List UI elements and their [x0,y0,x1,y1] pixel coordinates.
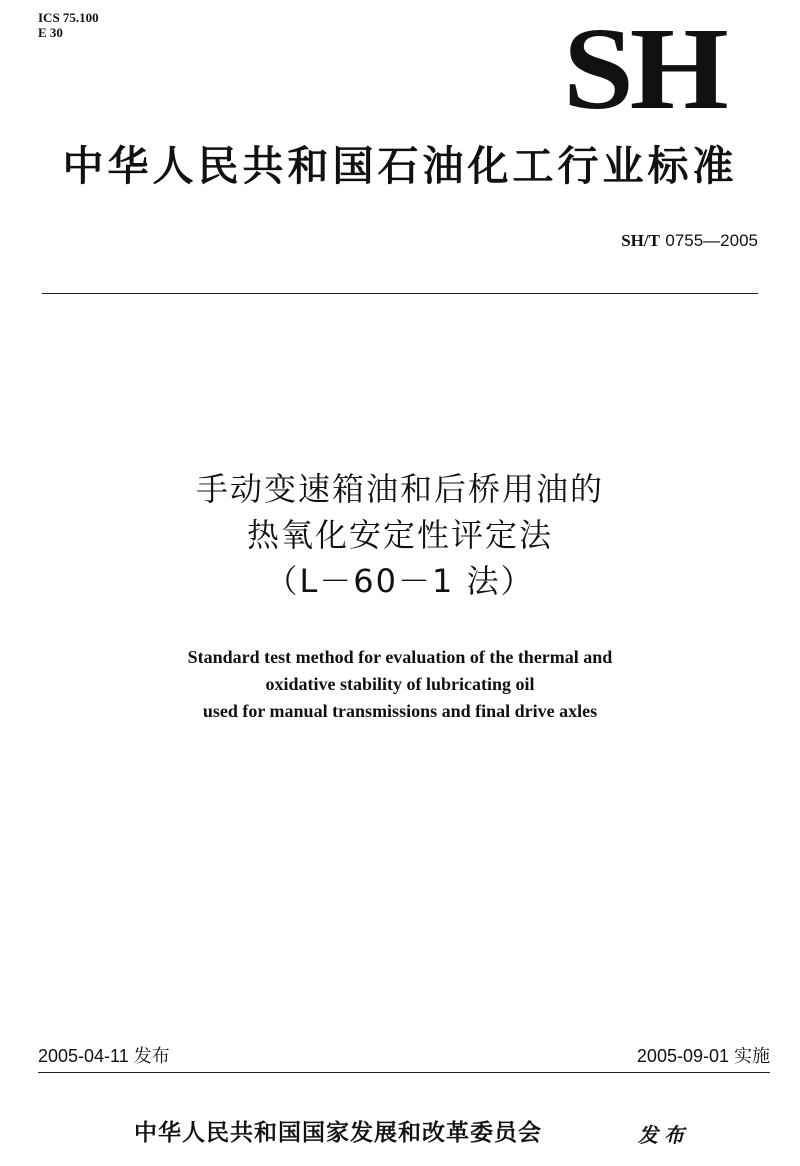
english-title [0,644,800,725]
standard-number-value: 0755—2005 [665,231,758,250]
english-title-line: Standard test method for evaluation of the thermal and [187,647,613,667]
ccs-code: E 30 [38,25,63,40]
classification-codes [38,10,99,40]
chinese-title [0,466,800,604]
implementation-date: 2005-09-01 实施 [636,1046,770,1066]
english-title-line: oxidative stability of lubricating oil [265,674,535,694]
footer-divider [38,1072,770,1073]
standard-number-prefix: SH/T [621,231,660,250]
issue-date: 2005-04-11 发布 [38,1046,170,1066]
issuer-action: 发布 [638,1123,690,1147]
chinese-title-line: 手动变速箱油和后桥用油的 [195,470,604,508]
sh-logo: SH [562,3,724,134]
standard-category-heading: 中华人民共和国石油化工行业标准 [62,142,738,190]
english-title-line: used for manual transmissions and final drive axles [202,701,598,721]
ics-code: ICS 75.100 [38,10,99,25]
standard-number [621,230,758,252]
chinese-title-line: （L－60－1 法） [265,562,535,600]
header-divider [42,293,758,294]
chinese-title-line: 热氧化安定性评定法 [246,516,553,554]
issuing-authority: 中华人民共和国国家发展和改革委员会 [134,1120,542,1146]
